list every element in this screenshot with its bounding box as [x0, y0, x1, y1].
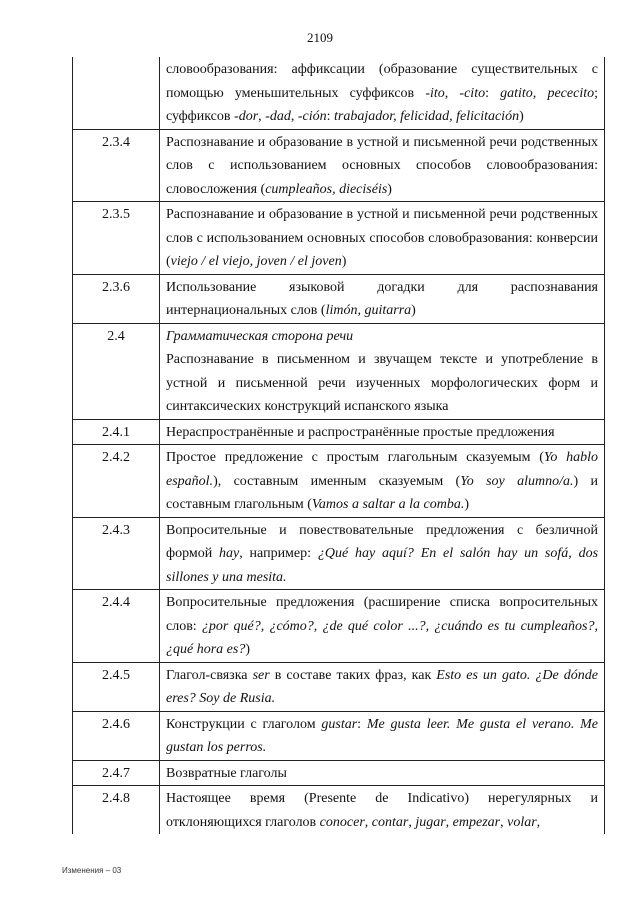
italic-text: empezar [452, 814, 501, 830]
text-segment: ) [464, 497, 470, 512]
curriculum-table-body [73, 57, 605, 834]
italic-text: Me gusta leer. Me gusta el verano. Me gustan los perros. [166, 716, 598, 755]
text-segment: , например: [239, 546, 318, 561]
section-number: 2.3.5 [73, 202, 160, 275]
text-segment: ) [387, 181, 392, 197]
text-segment: Вопросительные и повествовательные предложения с безличной формой [166, 522, 598, 561]
table-row [73, 662, 605, 711]
table-row [73, 57, 605, 129]
section-content [160, 323, 605, 419]
text-segment: ), составным именным сказуемым ( [213, 473, 461, 489]
text-segment: ) [411, 303, 416, 318]
text-segment: , - [444, 85, 465, 101]
italic-text: ser [252, 667, 270, 683]
section-number: 2.4.5 [73, 662, 160, 711]
section-content [160, 274, 605, 323]
italic-text: Vamos a saltar a la comba. [311, 497, 465, 512]
section-number: 2.4.2 [73, 445, 160, 518]
section-content [160, 419, 605, 445]
table-row [73, 760, 605, 786]
text-segment: Использование языковой догадки для распознавания интернациональных слов ( [166, 279, 598, 318]
text-segment: , [500, 814, 508, 830]
text-segment: , [408, 814, 416, 830]
section-content [160, 760, 605, 786]
text-segment: Распознавание и образование в устной и письменной речи родственных слов с использованием основных способов словообразования: словосложения ( [166, 134, 598, 197]
text-segment: : [485, 85, 501, 101]
text-segment: ; суффиксов - [166, 85, 598, 124]
text-segment: Возвратные глаголы [166, 765, 287, 781]
text-segment: , [445, 814, 453, 830]
italic-text: ¿Qué hay aquí? En el salón hay un sofá, dos sillones y una mesita. [166, 546, 599, 585]
text-segment: Вопросительные предложения (расширение списка вопросительных слов: [166, 595, 598, 634]
italic-text: trabajador, felicidad, felicitación [333, 109, 520, 124]
section-content [160, 129, 605, 202]
italic-text: jugar [415, 814, 446, 830]
section-number: 2.3.6 [73, 274, 160, 323]
section-content [160, 786, 605, 835]
text-segment: Глагол-связка [166, 667, 253, 683]
section-number: 2.4.1 [73, 419, 160, 445]
text-segment: ) [519, 109, 524, 124]
table-row [73, 517, 605, 590]
text-segment: : [326, 109, 334, 124]
table-row [73, 323, 605, 419]
section-content [160, 711, 605, 760]
italic-text: cito [464, 85, 486, 101]
text-segment: , - [290, 109, 303, 124]
table-row [73, 445, 605, 518]
italic-text: Грамматическая сторона речи [166, 328, 354, 344]
italic-text: volar [507, 814, 537, 830]
section-content [160, 57, 605, 129]
section-number: 2.4.8 [73, 786, 160, 835]
text-segment: , [364, 814, 372, 830]
text-segment: Нераспространённые и распространённые простые предложения [166, 424, 555, 440]
text-segment: Настоящее время (Presente de Indicativo) нерегулярных и отклоняющихся глаголов [166, 791, 598, 830]
italic-text: ¿por qué?, ¿cómo?, ¿de qué color ...?, ¿cuándo es tu cumpleaños?, ¿qué hora es? [166, 618, 599, 657]
text-segment: , - [258, 109, 270, 124]
italic-text: cumpleaños, dieciséis [265, 181, 388, 197]
italic-text: viejo / el viejo, joven / el joven [170, 254, 342, 269]
italic-text: ción [302, 109, 327, 124]
italic-text: hay [219, 546, 240, 561]
section-number: 2.4.7 [73, 760, 160, 786]
text-segment: : [357, 716, 367, 732]
section-content [160, 445, 605, 518]
section-content [160, 517, 605, 590]
italic-text: conocer [319, 814, 365, 830]
text-segment: ) [245, 642, 250, 657]
section-content [160, 590, 605, 663]
section-number: 2.4.6 [73, 711, 160, 760]
italic-text: Yo soy alumno/a. [460, 473, 574, 489]
text-segment: Распознавание в письменном и звучащем тексте и употребление в устной и письменной речи изученных морфологических форм и синтаксических конструкций испанского языка [166, 352, 598, 414]
italic-text: gustar [321, 716, 358, 732]
page-number: 2109 [307, 30, 333, 45]
italic-text: gatito, pececito [500, 85, 595, 101]
text-segment: словообразования: аффиксации (образование существительных с помощью уменьшительных суффиксов - [166, 62, 598, 101]
italic-text: limón, guitarra [325, 303, 412, 318]
curriculum-table [72, 57, 605, 834]
italic-text: Yo hablo español. [166, 450, 598, 489]
section-content [160, 662, 605, 711]
table-row [73, 419, 605, 445]
text-segment: Конструкции с глаголом [166, 716, 322, 732]
text-segment: ) и составным глагольным ( [166, 473, 598, 512]
section-number [73, 57, 160, 129]
table-row [73, 786, 605, 835]
italic-text: ito [429, 85, 445, 101]
italic-text: Esto es un gato. ¿De dónde eres? Soy de Rusia. [166, 667, 598, 706]
italic-text: dor [238, 109, 259, 124]
section-number: 2.3.4 [73, 129, 160, 202]
text-segment: , [536, 814, 541, 830]
table-row [73, 711, 605, 760]
section-content [160, 202, 605, 275]
text-segment: Распознавание и образование в устной и письменной речи родственных слов с использованием основных способов словобразования: конверсии ( [166, 207, 598, 269]
section-number: 2.4.3 [73, 517, 160, 590]
text-segment: Простое предложение с простым глагольным сказуемым ( [166, 450, 544, 465]
table-row [73, 590, 605, 663]
section-number: 2.4 [73, 323, 160, 419]
italic-text: contar [371, 814, 409, 830]
italic-text: dad [269, 109, 291, 124]
text-segment: в составе таких фраз, как [269, 667, 437, 683]
section-number: 2.4.4 [73, 590, 160, 663]
footer-note: Изменения – 03 [62, 866, 122, 875]
table-row [73, 274, 605, 323]
table-row [73, 129, 605, 202]
text-segment: ) [341, 254, 347, 269]
table-row [73, 202, 605, 275]
